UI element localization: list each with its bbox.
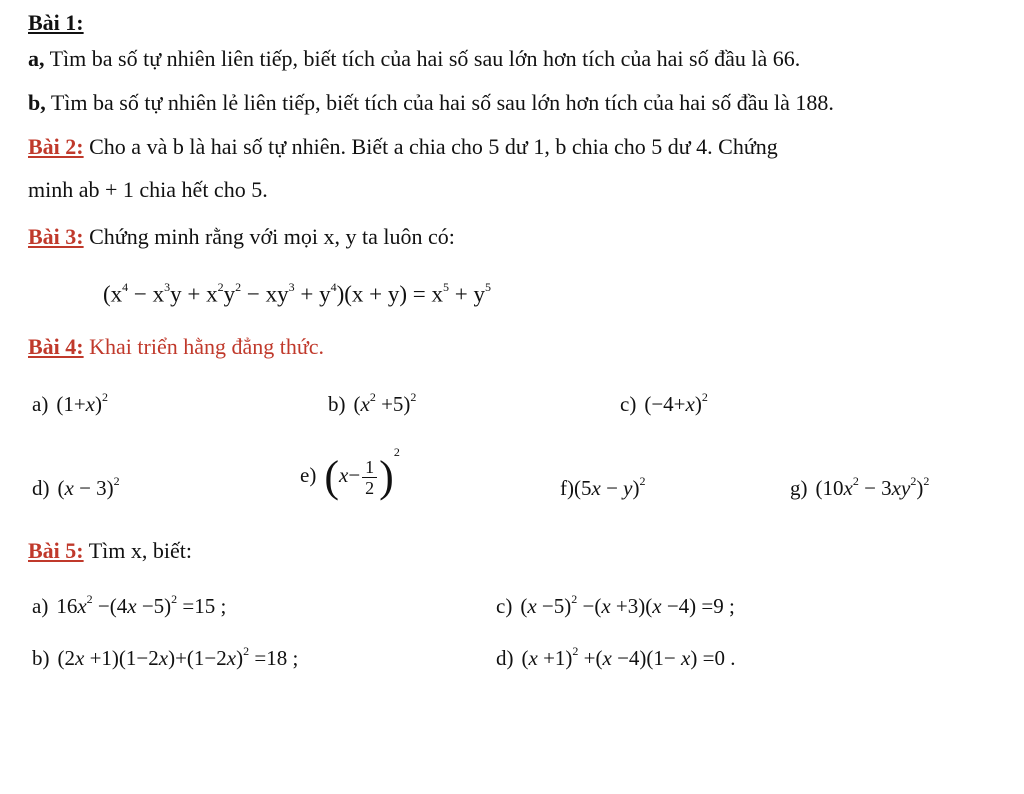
bai2-title: Bài 2: bbox=[28, 134, 84, 159]
bai4-item-f: $f)(5x - y)^2$ bbox=[560, 474, 646, 500]
bai4-item-d: d) $(x - 3)^2$ bbox=[32, 474, 120, 500]
bai1-b bbox=[28, 90, 834, 116]
bai2-line1 bbox=[28, 134, 778, 160]
bai1-b-text: Tìm ba số tự nhiên lẻ liên tiếp, biết tích của hai số sau lớn hơn tích của hai số đầu là 188. bbox=[50, 90, 834, 115]
bai4-title: Bài 4: bbox=[28, 334, 84, 359]
bai5-title: Bài 5: bbox=[28, 538, 84, 563]
bai3-line bbox=[28, 224, 455, 250]
bai1-a-text: Tìm ba số tự nhiên liên tiếp, biết tích của hai số sau lớn hơn tích của hai số đầu là 66. bbox=[49, 46, 801, 71]
bai1-title: Bài 1: bbox=[28, 10, 84, 35]
bai1-a-label: a, bbox=[28, 46, 45, 71]
bai5-item-b: b) $(2x +1)(1-2x)+(1-2x)^2 =18$ ; bbox=[32, 644, 299, 670]
bai4-line bbox=[28, 334, 324, 360]
bai1-b-label: b, bbox=[28, 90, 46, 115]
bai4-item-a: a) $(1+x)^2$ bbox=[32, 390, 108, 416]
bai4-item-c: c) $(-4+x)^2$ bbox=[620, 390, 708, 416]
bai5-item-c: c) $(x -5)^2 -(x +3)(x -4) =9$ ; bbox=[496, 592, 735, 618]
bai5-text: Tìm x, biết: bbox=[88, 538, 192, 563]
bai3-title: Bài 3: bbox=[28, 224, 84, 249]
bai2-text1: Cho a và b là hai số tự nhiên. Biết a chia cho 5 dư 1, b chia cho 5 dư 4. Chứng bbox=[89, 134, 778, 159]
bai4-item-b: b) $(x^2 +5)^2$ bbox=[328, 390, 417, 416]
bai3-text: Chứng minh rằng với mọi x, y ta luôn có: bbox=[89, 224, 455, 249]
bai4-item-e: e) (x− $\frac{1}{2}$ )$^2$ bbox=[300, 445, 400, 502]
bai2-line2: minh ab + 1 chia hết cho 5. bbox=[28, 177, 268, 202]
bai5-item-a: a) $16x^2 -(4x -5)^2 =15$ ; bbox=[32, 592, 227, 618]
bai5-item-d: d) $(x +1)^2 +(x -4)(1- x) =0$ . bbox=[496, 644, 736, 670]
bai2-expression: ab + 1 bbox=[78, 177, 134, 202]
bai3-identity: $(x^4 - x^3y + x^2y^2 - xy^3 + y^4)(x + y) = x^5 + y^5$ bbox=[103, 280, 492, 307]
bai1-a bbox=[28, 46, 800, 72]
bai4-text: Khai triển hằng đẳng thức. bbox=[89, 334, 325, 359]
bai4-item-g: g) $(10x^2 - 3xy^2)^2$ bbox=[790, 474, 930, 500]
bai5-line bbox=[28, 538, 192, 564]
